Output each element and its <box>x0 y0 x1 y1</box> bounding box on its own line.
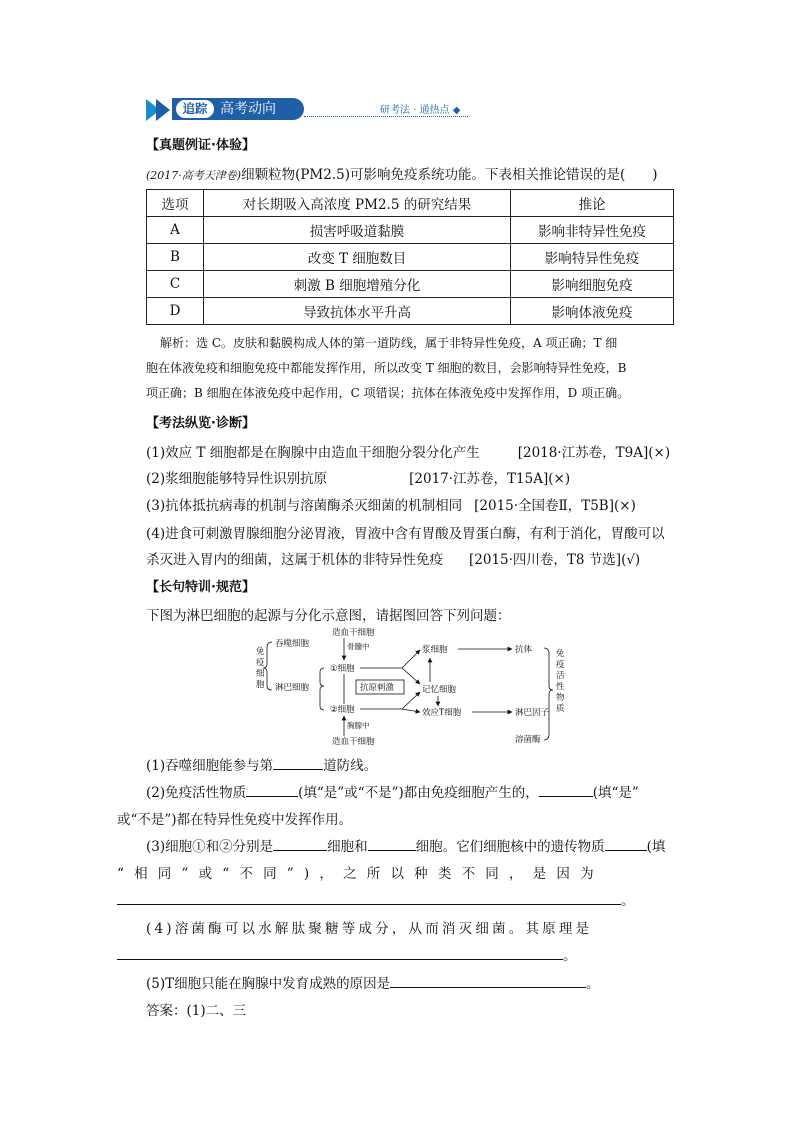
q2-text-end: (填“是” <box>592 785 639 801</box>
question-line <box>146 163 658 183</box>
banner-divider <box>304 116 468 117</box>
question-text: 细颗粒物(PM2.5)可影响免疫系统功能。下表相关推论错误的是( ) <box>241 167 658 183</box>
q2-text: (2)免疫活性物质 <box>146 785 247 801</box>
table-cell: 影响体液免疫 <box>511 298 674 325</box>
diagram-effector: 效应T细胞 <box>422 708 462 718</box>
diagram-lysozyme: 溶菌酶 <box>515 735 541 745</box>
q5-period: 。 <box>586 976 600 992</box>
q3-text-mid2: 细胞。它们细胞核中的遗传物质 <box>415 839 605 855</box>
table-cell: 影响特异性免疫 <box>511 244 674 271</box>
diagram-left-group-2: 疫 <box>256 658 265 668</box>
diagram-cell2: ②细胞 <box>330 705 355 715</box>
answer-blank[interactable] <box>390 973 586 988</box>
question-table <box>146 189 674 325</box>
diagram-right-group-3: 活 <box>556 671 565 681</box>
question-2 <box>146 781 639 801</box>
right-brace <box>544 648 553 740</box>
list-item <box>146 467 570 487</box>
diagram-left-group-4: 胞 <box>256 680 265 690</box>
answer-blank[interactable] <box>368 836 416 851</box>
section-title-examples: 【真题例证·体验】 <box>146 138 255 153</box>
lymph-brace <box>320 668 324 710</box>
table-cell: C <box>147 271 204 298</box>
table-header: 推论 <box>511 190 674 217</box>
q1-text-end: 道防线。 <box>323 758 378 774</box>
diagram-right-group-1: 免 <box>556 649 565 659</box>
answer-blank[interactable] <box>273 836 327 851</box>
table-header: 对长期吸入高浓度 PM2.5 的研究结果 <box>204 190 511 217</box>
item-source: [2018·江苏卷，T9A](×) <box>517 445 671 461</box>
banner-subtitle: 研考法 · 通热点 ◆ <box>380 105 461 116</box>
table-cell: 影响非特异性免疫 <box>511 217 674 244</box>
banner-title: 高考动向 <box>220 101 276 117</box>
diagram-left-group-1: 免 <box>256 647 265 657</box>
q4-period: 。 <box>563 948 577 964</box>
question-3-cont: “相同”或“不同”)，之所以种类不同，是因为 <box>117 866 604 882</box>
question-5 <box>146 972 600 992</box>
question-2-cont: 或“不是”)都在特异性免疫中发挥作用。 <box>117 812 353 828</box>
q3-text: (3)细胞①和②分别是 <box>146 839 274 855</box>
table-cell: 改变 T 细胞数目 <box>204 244 511 271</box>
diagram-memory: 记忆细胞 <box>422 685 457 695</box>
item-source: [2015·四川卷，T8 节选](√) <box>469 552 641 568</box>
question-3-line <box>117 889 635 909</box>
answer-text: 答案：(1)二、三 <box>146 1003 247 1019</box>
diagram-lymphocyte: 淋巴细胞 <box>275 683 310 693</box>
item-text: 杀灭进入胃内的细菌，这属于机体的非特异性免疫 <box>146 552 443 568</box>
table-header: 选项 <box>147 190 204 217</box>
analysis-line: 项正确；B 细胞在体液免疫中起作用，C 项错误；抗体在体液免疫中发挥作用，D 项正确。 <box>146 386 630 400</box>
question-3 <box>146 835 665 855</box>
list-item <box>146 548 640 568</box>
q3-text-end: (填 <box>646 839 666 855</box>
answer-blank[interactable] <box>117 890 621 905</box>
diagram-left-group-3: 细 <box>256 669 265 679</box>
table-cell: 刺激 B 细胞增殖分化 <box>204 271 511 298</box>
q5-text: (5)T细胞只能在胸腺中发育成熟的原因是 <box>146 976 391 992</box>
banner-badge: 追踪 <box>176 100 214 118</box>
table-cell: A <box>147 217 204 244</box>
item-source: [2017·江苏卷，T15A](×) <box>409 471 571 487</box>
answer-blank[interactable] <box>246 782 298 797</box>
item-text: (3)抗体抵抗病毒的机制与溶菌酶杀灭细菌的机制相同 <box>146 498 463 514</box>
answer-blank[interactable] <box>117 945 563 960</box>
q1-text: (1)吞噬细胞能参与第 <box>146 758 274 774</box>
table-cell: B <box>147 244 204 271</box>
answer-blank[interactable] <box>273 755 323 770</box>
diagram-antibody: 抗体 <box>515 645 533 655</box>
section-title-diagnosis: 【考法纵览·诊断】 <box>146 416 255 431</box>
section-title-training: 【长句特训·规范】 <box>146 580 255 595</box>
question-4: (4)溶菌酶可以水解肽聚糖等成分，从而消灭细菌。其原理是 <box>146 921 593 937</box>
diagram-intro: 下图为淋巴细胞的起源与分化示意图，请据图回答下列问题： <box>146 608 511 624</box>
table-row <box>147 271 674 298</box>
diagram-top-source: 造血干细胞 <box>332 628 375 638</box>
table-cell: 损害呼吸道黏膜 <box>204 217 511 244</box>
diagram-right-group-5: 物 <box>556 693 565 703</box>
diagram-plasma: 浆细胞 <box>422 645 448 655</box>
diagram-bottom-place: 胸腺中 <box>347 721 370 730</box>
table-row <box>147 217 674 244</box>
diagram-lymphokine: 淋巴因子 <box>515 708 550 718</box>
diagram-right-group-4: 性 <box>556 682 565 692</box>
section-banner <box>146 97 468 123</box>
diagram-phagocyte: 吞噬细胞 <box>275 639 310 649</box>
chevron-icon <box>156 99 170 121</box>
question-source: (2017·高考天津卷) <box>146 169 242 182</box>
question-4-line <box>117 944 577 964</box>
diagram-bottom-source: 造血干细胞 <box>332 737 375 746</box>
q3-period: 。 <box>621 893 635 909</box>
question-1 <box>146 754 377 774</box>
table-row <box>147 298 674 325</box>
diagram-right-group-2: 疫 <box>556 660 565 670</box>
item-source: [2015·全国卷Ⅱ，T5B](×) <box>474 498 636 514</box>
analysis-line: 解析：选 C。皮肤和黏膜构成人体的第一道防线，属于非特异性免疫，A 项正确；T 细 <box>160 336 618 350</box>
item-text: (2)浆细胞能够特异性识别抗原 <box>146 471 328 487</box>
lymphocyte-diagram <box>250 624 580 746</box>
list-item <box>146 441 670 461</box>
diagram-cell1: ①细胞 <box>330 664 355 674</box>
table-cell: 影响细胞免疫 <box>511 271 674 298</box>
table-header-row <box>147 190 674 217</box>
analysis-line: 胞在体液免疫和细胞免疫中都能发挥作用，所以改变 T 细胞的数目，会影响特异性免疫，B <box>146 361 627 375</box>
diagram-right-group-6: 质 <box>556 704 565 714</box>
list-item <box>146 494 636 514</box>
q2-text-mid: (填“是”或“不是”)都由免疫细胞产生的， <box>298 785 539 801</box>
diagram-antigen: 抗原刺激 <box>360 683 395 693</box>
table-cell: 导致抗体水平升高 <box>204 298 511 325</box>
answer-blank[interactable] <box>605 836 647 851</box>
list-item: (4)进食可刺激胃腺细胞分泌胃液，胃液中含有胃酸及胃蛋白酶，有利于消化，胃酸可以 <box>146 526 665 542</box>
diagram-top-place: 骨髓中 <box>347 642 370 651</box>
item-text: (1)效应 T 细胞都是在胸腺中由造血干细胞分裂分化产生 <box>146 445 480 461</box>
q3-text-mid: 细胞和 <box>327 839 368 855</box>
answer-blank[interactable] <box>539 782 593 797</box>
table-cell: D <box>147 298 204 325</box>
table-row <box>147 244 674 271</box>
